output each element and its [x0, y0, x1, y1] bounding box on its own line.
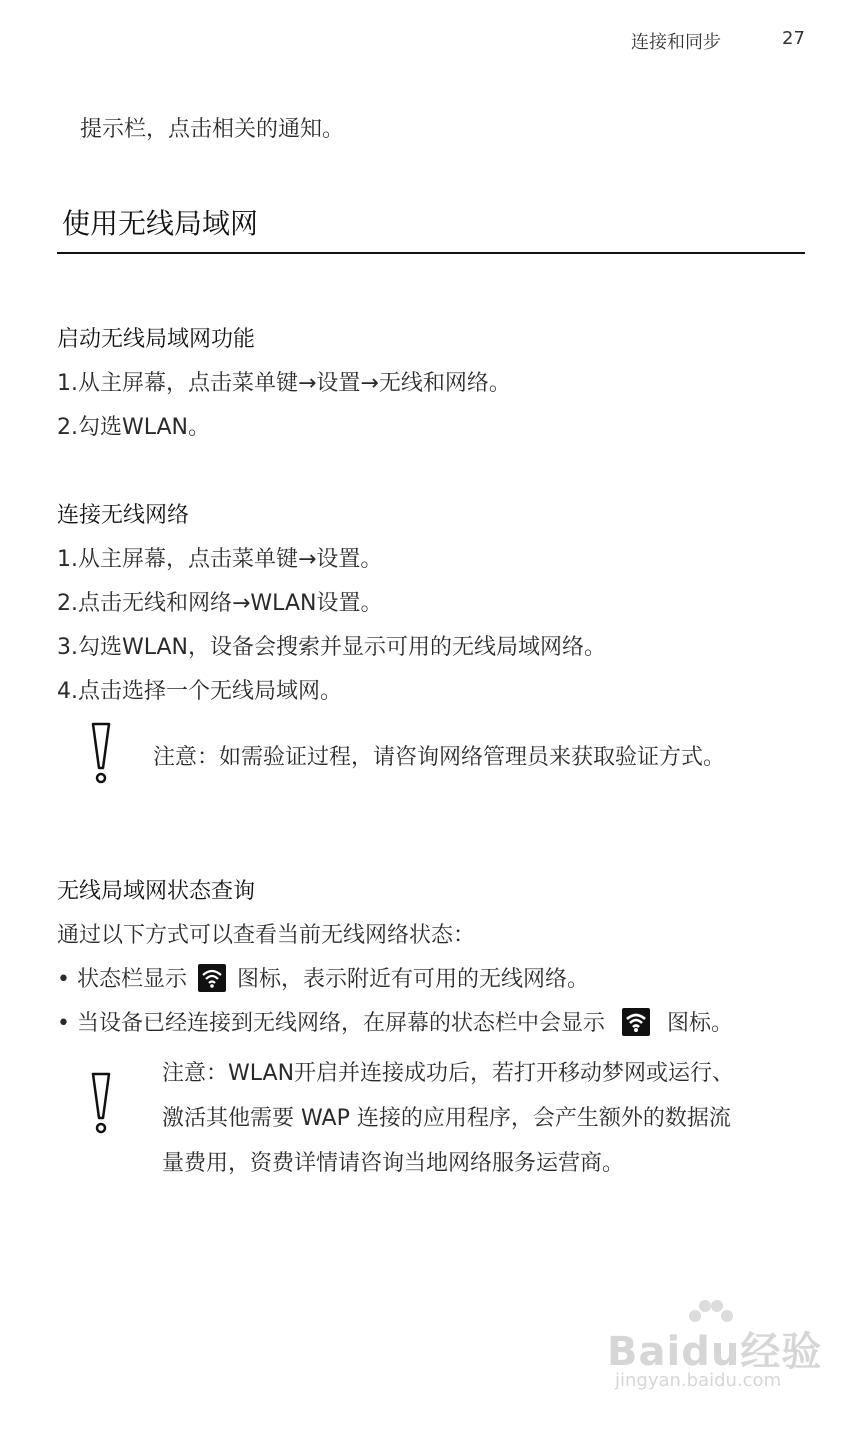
connect-step-3: 3.勾选WLAN，设备会搜索并显示可用的无线局域网络。 — [57, 635, 607, 660]
exclamation-note-icon — [89, 1072, 113, 1136]
enable-heading: 启动无线局域网功能 — [57, 327, 256, 352]
status-note-line-3: 量费用，资费详情请咨询当地网络服务运营商。 — [162, 1151, 625, 1176]
wifi-connected-icon — [622, 1008, 650, 1036]
title-rule — [57, 252, 805, 254]
connect-step-2: 2.点击无线和网络→WLAN设置。 — [57, 591, 383, 616]
watermark-url: jingyan.baidu.com — [615, 1370, 782, 1391]
wifi-available-icon — [198, 964, 226, 992]
status-note-line-2: 激活其他需要 WAP 连接的应用程序，会产生额外的数据流 — [162, 1106, 731, 1131]
status-bullet-1-text-a: 状态栏显示 — [76, 967, 187, 992]
enable-step-1: 1.从主屏幕，点击菜单键→设置→无线和网络。 — [57, 371, 511, 396]
intro-text: 提示栏，点击相关的通知。 — [80, 117, 345, 142]
watermark-brand: Baidu经验 — [607, 1329, 823, 1375]
baidu-jingyan-watermark — [607, 1298, 823, 1398]
status-intro: 通过以下方式可以查看当前无线网络状态： — [57, 923, 476, 948]
status-bullet-2-text-a: 当设备已经连接到无线网络，在屏幕的状态栏中会显示 — [76, 1011, 605, 1036]
status-heading: 无线局域网状态查询 — [57, 879, 256, 904]
bullet-dot: • — [57, 967, 70, 992]
status-bullet-1-text-b: 图标，表示附近有可用的无线网络。 — [237, 967, 590, 992]
connect-step-1: 1.从主屏幕，点击菜单键→设置。 — [57, 547, 383, 572]
status-bullet-2-text-b: 图标。 — [667, 1011, 734, 1036]
bullet-dot: • — [57, 1011, 70, 1036]
connect-step-4: 4.点击选择一个无线局域网。 — [57, 679, 342, 704]
status-bullet-2 — [57, 1006, 733, 1037]
connect-heading: 连接无线网络 — [57, 503, 190, 528]
page-number: 27 — [782, 28, 805, 49]
header-section-title: 连接和同步 — [631, 32, 721, 53]
enable-step-2: 2.勾选WLAN。 — [57, 415, 211, 440]
section-title: 使用无线局域网 — [62, 207, 259, 240]
status-note-line-1: 注意：WLAN开启并连接成功后，若打开移动梦网或运行、 — [162, 1061, 735, 1086]
status-bullet-1 — [57, 962, 589, 993]
exclamation-note-icon — [89, 722, 113, 786]
connect-note: 注意：如需验证过程，请咨询网络管理员来获取验证方式。 — [153, 745, 726, 770]
